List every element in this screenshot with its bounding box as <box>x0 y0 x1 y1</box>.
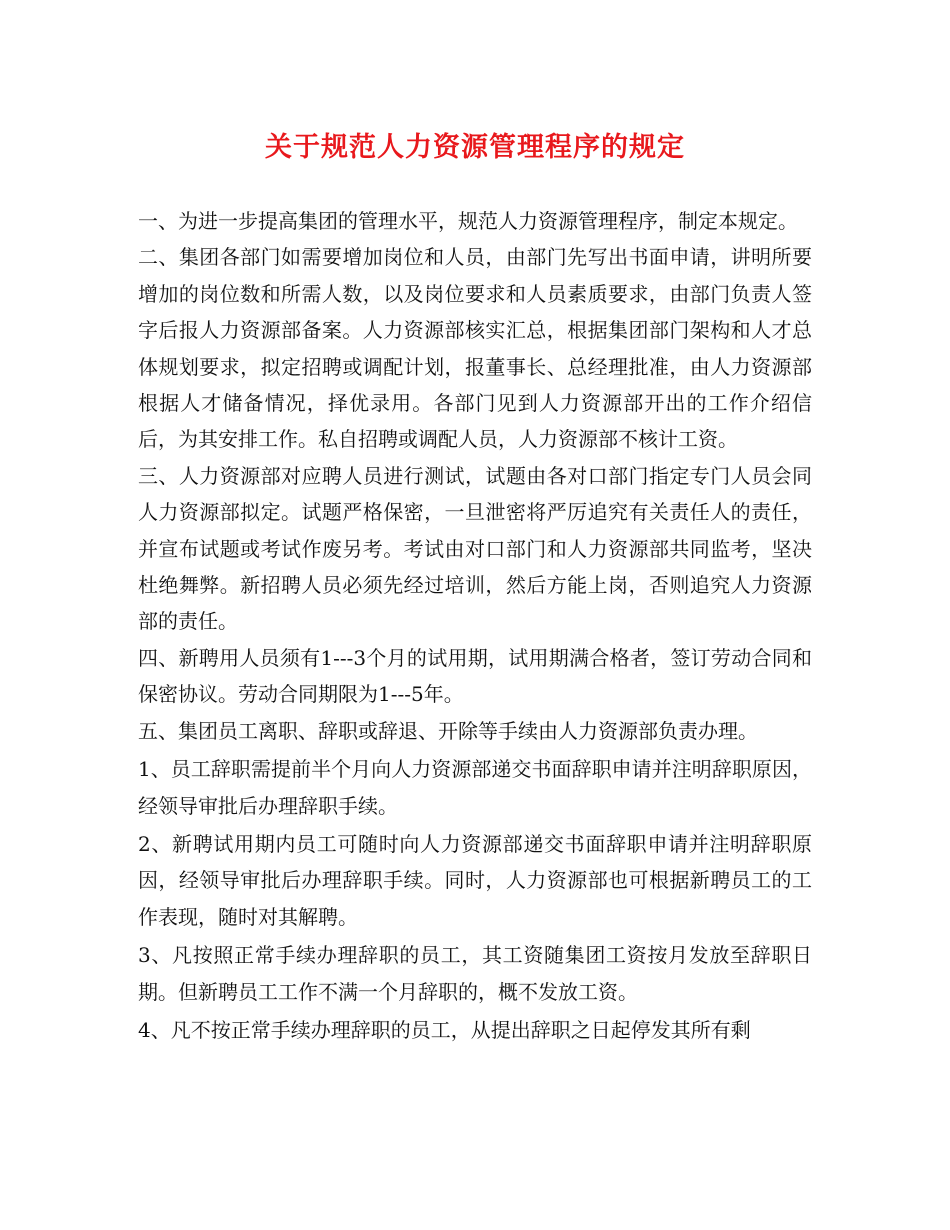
paragraph-3: 三、人力资源部对应聘人员进行测试，试题由各对口部门指定专门人员会同人力资源部拟定。试题严格保密，一旦泄密将严厉追究有关责任人的责任，并宣布试题或考试作废另考。考试由对口部门和人力资源部共同监考，坚决杜绝舞弊。新招聘人员必须先经过培训，然后方能上岗，否则追究人力资源部的责任。 <box>138 463 812 634</box>
list-item-2: 2、新聘试用期内员工可随时向人力资源部递交书面辞职申请并注明辞职原因，经领导审批后办理辞职手续。同时，人力资源部也可根据新聘员工的工作表现，随时对其解聘。 <box>138 831 812 929</box>
list-item-4: 4、凡不按正常手续办理辞职的员工，从提出辞职之日起停发其所有剩 <box>138 1017 751 1042</box>
paragraph-2: 二、集团各部门如需要增加岗位和人员，由部门先写出书面申请，讲明所要增加的岗位数和所需人数，以及岗位要求和人员素质要求，由部门负责人签字后报人力资源部备案。人力资源部核实汇总，根据集团部门架构和人才总体规划要求，拟定招聘或调配计划，报董事长、总经理批准，由人力资源部根据人才储备情况，择优录用。各部门见到人力资源部开出的工作介绍信后，为其安排工作。私自招聘或调配人员，人力资源部不核计工资。 <box>138 245 812 452</box>
paragraph-1: 一、为进一步提高集团的管理水平，规范人力资源管理程序，制定本规定。 <box>138 209 798 233</box>
document-title: 关于规范人力资源管理程序的规定 <box>265 132 685 163</box>
list-item-3: 3、凡按照正常手续办理辞职的员工，其工资随集团工资按月发放至辞职日期。但新聘员工工作不满一个月辞职的，概不发放工资。 <box>138 943 812 1004</box>
paragraph-4: 四、新聘用人员须有1---3个月的试用期，试用期满合格者，签订劳动合同和保密协议。劳动合同期限为1---5年。 <box>138 645 812 707</box>
paragraph-5: 五、集团员工离职、辞职或辞退、开除等手续由人力资源部负责办理。 <box>138 718 758 743</box>
list-item-1: 1、员工辞职需提前半个月向人力资源部递交书面辞职申请并注明辞职原因，经领导审批后办理辞职手续。 <box>138 757 812 818</box>
document-body <box>138 203 812 1048</box>
